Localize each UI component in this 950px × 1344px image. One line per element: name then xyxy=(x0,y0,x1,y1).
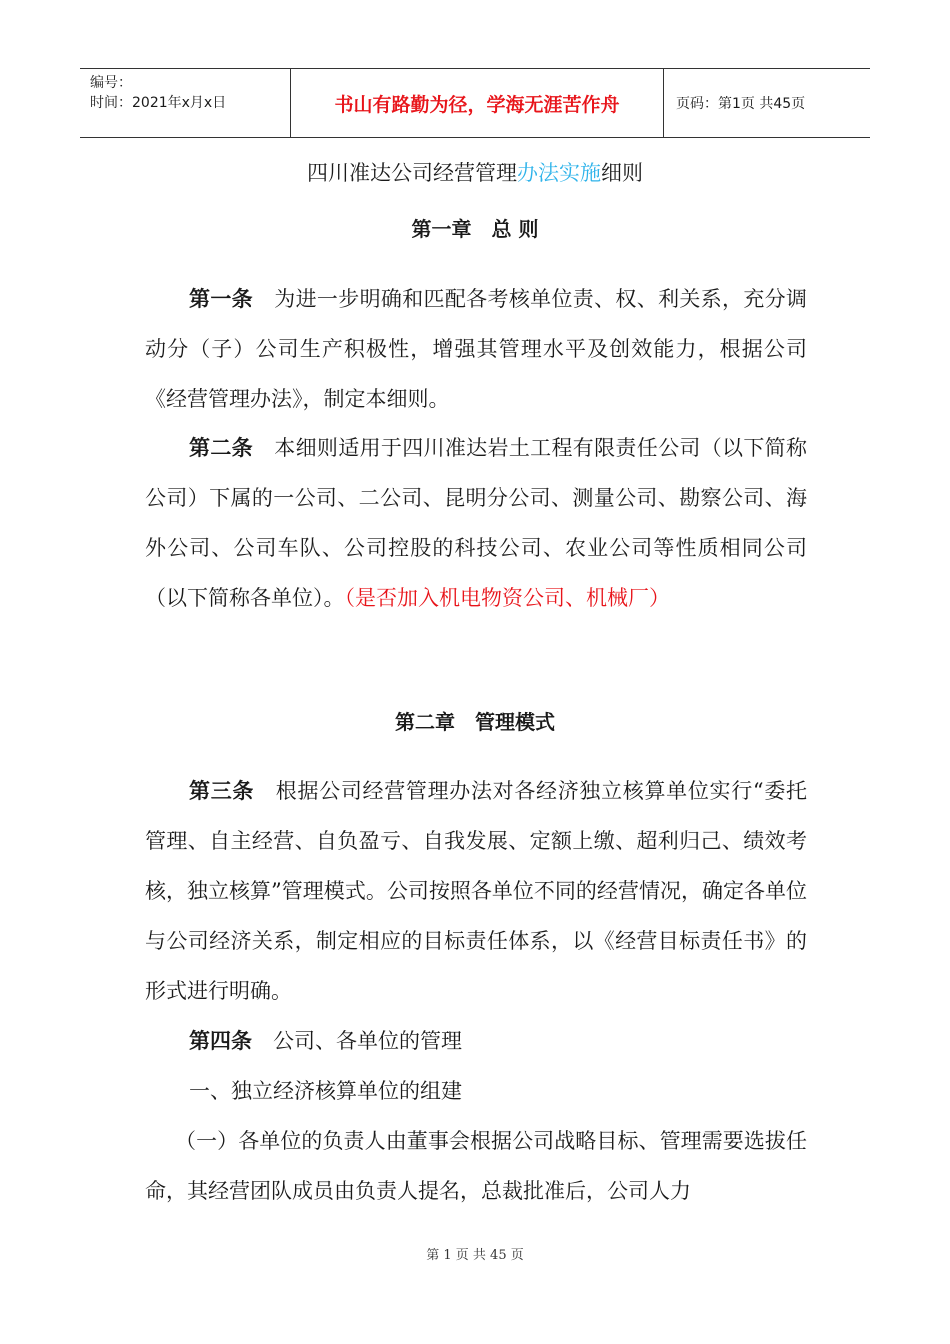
section-1-heading: 一、独立经济核算单位的组建 xyxy=(189,1079,462,1103)
page-footer: 第 1 页 共 45 页 xyxy=(426,1248,524,1263)
header-page-info xyxy=(664,69,870,137)
title-highlight: 办法实施 xyxy=(517,161,601,185)
page-header xyxy=(80,68,870,138)
document-number-label: 编号： xyxy=(90,75,132,91)
chapter-1-heading: 第一章 总 则 xyxy=(411,217,539,241)
article-2-note: （是否加入机电物资公司、机械厂） xyxy=(344,586,670,610)
article-3 xyxy=(145,766,807,1016)
page-info-text: 页码：第1页 共45页 xyxy=(676,96,806,112)
title-part-1: 四川准达公司经营管理 xyxy=(307,161,517,185)
article-4 xyxy=(145,1016,807,1066)
header-motto xyxy=(291,69,664,137)
document-title xyxy=(0,158,950,188)
header-meta xyxy=(80,69,291,137)
article-4-label: 第四条 xyxy=(189,1029,252,1053)
item-1: （一）各单位的负责人由董事会根据公司战略目标、管理需要选拔任命，其经营团队成员由负责人提名，总裁批准后，公司人力 xyxy=(145,1129,807,1203)
article-2-text: 本细则适用于四川准达岩土工程有限责任公司（以下简称公司）下属的一公司、二公司、昆明分公司、测量公司、勘察公司、海外公司、公司车队、公司控股的科技公司、农业公司等性质相同公司（以下简称各单位）。 xyxy=(145,436,808,610)
article-4-text: 公司、各单位的管理 xyxy=(252,1029,462,1053)
chapter-2-heading: 第二章 管理模式 xyxy=(395,710,555,734)
motto-text: 书山有路勤为径，学海无涯苦作舟 xyxy=(334,93,620,116)
article-1 xyxy=(145,274,807,424)
document-date: 时间：2021年x月x日 xyxy=(90,95,227,111)
article-3-text: 根据公司经营管理办法对各经济独立核算单位实行“委托管理、自主经营、自负盈亏、自我发展、定额上缴、超利归己、绩效考核，独立核算”管理模式。公司按照各单位不同的经营情况，确定各单位与公司经济关系，制定相应的目标责任体系，以《经营目标责任书》的形式进行明确。 xyxy=(145,779,808,1003)
article-2 xyxy=(145,423,807,623)
article-1-label: 第一条 xyxy=(189,287,253,311)
article-3-label: 第三条 xyxy=(189,779,255,803)
title-part-2: 细则 xyxy=(601,161,643,185)
article-1-text: 为进一步明确和匹配各考核单位责、权、利关系，充分调动分（子）公司生产积极性，增强其管理水平及创效能力，根据公司《经营管理办法》，制定本细则。 xyxy=(145,287,808,411)
article-2-label: 第二条 xyxy=(189,436,253,460)
